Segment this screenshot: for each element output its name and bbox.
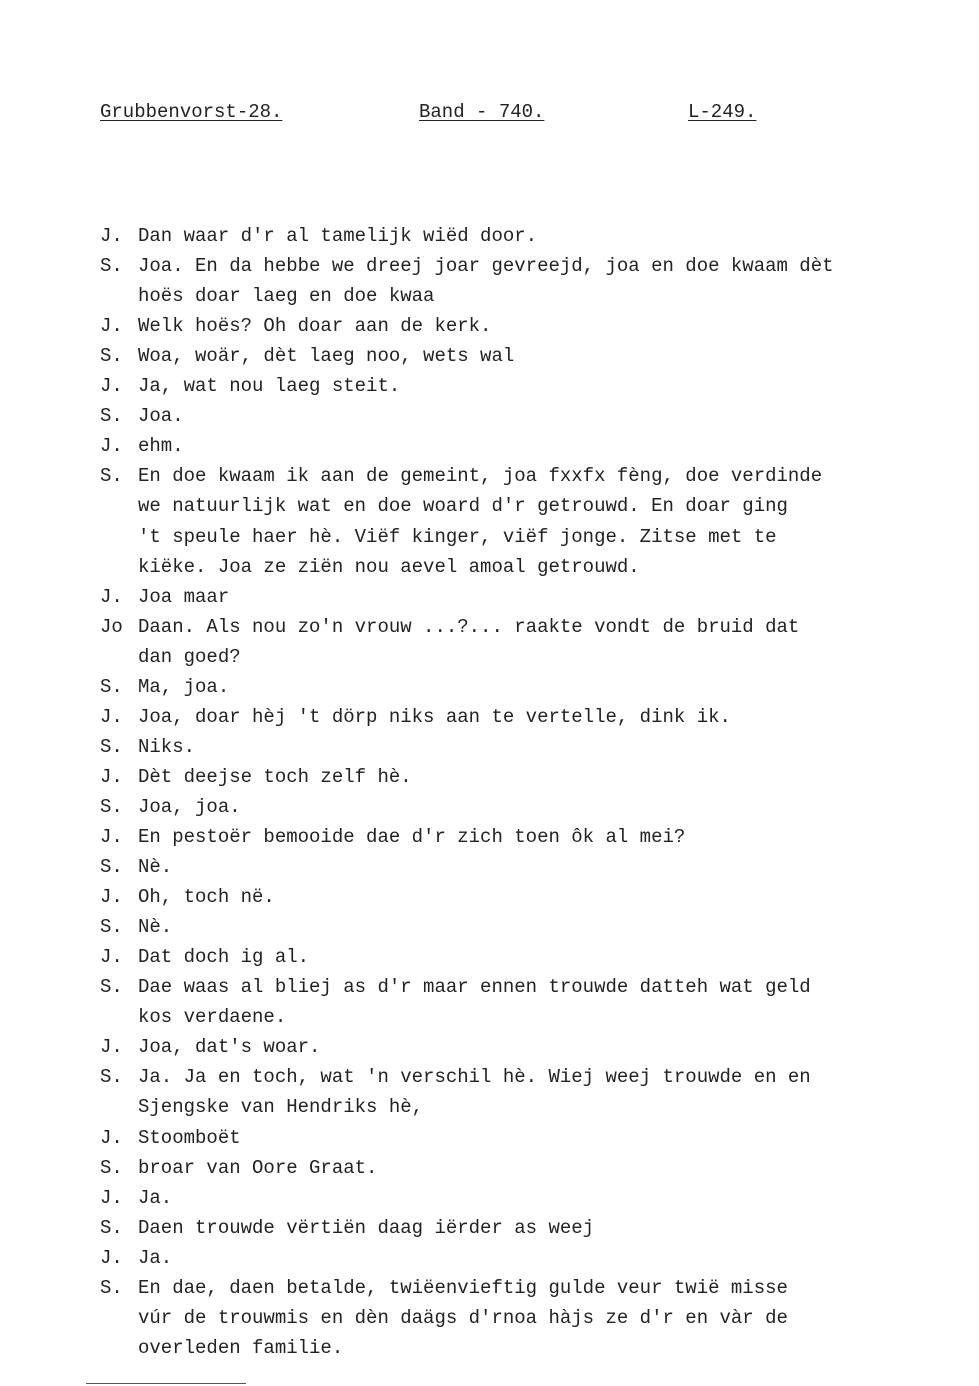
dialogue-continuation-line <box>100 491 788 521</box>
dialogue-line <box>100 672 229 702</box>
speaker-label: S. <box>100 405 123 427</box>
dialogue-text: Niks. <box>138 736 196 758</box>
speaker-label: J. <box>100 886 123 908</box>
dialogue-text: Nè. <box>138 856 173 878</box>
dialogue-text: Joa maar <box>138 586 230 608</box>
speaker-label: J. <box>100 315 123 337</box>
dialogue-line <box>100 341 514 371</box>
speaker-label: S. <box>100 1277 123 1299</box>
dialogue-text: dan goed? <box>138 646 241 668</box>
speaker-label: J. <box>100 586 123 608</box>
speaker-label: S. <box>100 1217 123 1239</box>
dialogue-text: kiëke. Joa ze ziën nou aevel amoal getrouwd. <box>138 556 640 578</box>
dialogue-line <box>100 251 834 281</box>
speaker-label: J. <box>100 946 123 968</box>
dialogue-continuation-line <box>100 281 434 311</box>
header-reference: L-249. <box>688 101 757 123</box>
dialogue-text: Oh, toch në. <box>138 886 275 908</box>
dialogue-text: Dan waar d'r al tamelijk wiëd door. <box>138 225 538 247</box>
speaker-label: S. <box>100 255 123 277</box>
dialogue-line <box>100 401 184 431</box>
dialogue-line <box>100 972 811 1002</box>
dialogue-text: Ja. <box>138 1187 173 1209</box>
dialogue-line <box>100 942 309 972</box>
dialogue-text: Ja. Ja en toch, wat 'n verschil hè. Wiej weej trouwde en en <box>138 1066 811 1088</box>
dialogue-line <box>100 371 400 401</box>
speaker-label: J. <box>100 225 123 247</box>
dialogue-text: kos verdaene. <box>138 1006 287 1028</box>
speaker-label: S. <box>100 345 123 367</box>
dialogue-continuation-line <box>100 1092 423 1122</box>
dialogue-text: Ja, wat nou laeg steit. <box>138 375 401 397</box>
speaker-label: S. <box>100 976 123 998</box>
dialogue-line <box>100 702 731 732</box>
dialogue-text: hoës doar laeg en doe kwaa <box>138 285 435 307</box>
dialogue-line <box>100 1273 788 1303</box>
dialogue-continuation-line <box>100 1002 286 1032</box>
dialogue-line <box>100 612 799 642</box>
dialogue-text: Ma, joa. <box>138 676 230 698</box>
speaker-label: J. <box>100 1036 123 1058</box>
dialogue-text: overleden familie. <box>138 1337 344 1359</box>
speaker-label: S. <box>100 856 123 878</box>
dialogue-continuation-line <box>100 522 777 552</box>
dialogue-line <box>100 1123 241 1153</box>
bottom-rule <box>86 1383 246 1385</box>
dialogue-text: Daen trouwde vërtiën daag iërder as weej <box>138 1217 595 1239</box>
dialogue-continuation-line <box>100 642 241 672</box>
speaker-label: J. <box>100 826 123 848</box>
dialogue-text: Dèt deejse toch zelf hè. <box>138 766 412 788</box>
dialogue-line <box>100 1213 594 1243</box>
dialogue-line <box>100 311 491 341</box>
dialogue-line <box>100 431 184 461</box>
dialogue-text: En doe kwaam ik aan de gemeint, joa fxxfx fèng, doe verdinde <box>138 465 823 487</box>
dialogue-text: Joa, doar hèj 't dörp niks aan te vertelle, dink ik. <box>138 706 731 728</box>
dialogue-text: 't speule haer hè. Viëf kinger, viëf jonge. Zitse met te <box>138 526 777 548</box>
dialogue-text: Joa, joa. <box>138 796 241 818</box>
speaker-label: J. <box>100 706 123 728</box>
dialogue-line <box>100 1032 320 1062</box>
dialogue-text: Daan. Als nou zo'n vrouw ...?... raakte vondt de bruid dat <box>138 616 800 638</box>
dialogue-line <box>100 822 685 852</box>
speaker-label: J. <box>100 1247 123 1269</box>
dialogue-text: Dae waas al bliej as d'r maar ennen trouwde datteh wat geld <box>138 976 811 998</box>
dialogue-line <box>100 1183 172 1213</box>
dialogue-line <box>100 912 172 942</box>
dialogue-line <box>100 792 241 822</box>
dialogue-line <box>100 461 822 491</box>
dialogue-text: Dat doch ig al. <box>138 946 310 968</box>
dialogue-line <box>100 882 275 912</box>
speaker-label: J. <box>100 375 123 397</box>
header-location: Grubbenvorst-28. <box>100 101 283 123</box>
speaker-label: Jo <box>100 616 123 638</box>
speaker-label: J. <box>100 766 123 788</box>
speaker-label: J. <box>100 1187 123 1209</box>
dialogue-text: En dae, daen betalde, twiëenvieftig gulde veur twië misse <box>138 1277 788 1299</box>
dialogue-text: we natuurlijk wat en doe woard d'r getrouwd. En doar ging <box>138 495 788 517</box>
dialogue-text: Joa. <box>138 405 184 427</box>
dialogue-text: ehm. <box>138 435 184 457</box>
speaker-label: S. <box>100 676 123 698</box>
dialogue-text: Stoomboët <box>138 1127 241 1149</box>
dialogue-line <box>100 1153 377 1183</box>
dialogue-continuation-line <box>100 552 640 582</box>
dialogue-line <box>100 1243 172 1273</box>
dialogue-continuation-line <box>100 1303 788 1333</box>
dialogue-line <box>100 1062 811 1092</box>
dialogue-line <box>100 582 229 612</box>
dialogue-text: Welk hoës? Oh doar aan de kerk. <box>138 315 492 337</box>
dialogue-text: Joa, dat's woar. <box>138 1036 321 1058</box>
header-tape-number: Band - 740. <box>419 101 545 123</box>
dialogue-text: Woa, woär, dèt laeg noo, wets wal <box>138 345 515 367</box>
dialogue-continuation-line <box>100 1333 343 1363</box>
dialogue-text: vúr de trouwmis en dèn daägs d'rnoa hàjs ze d'r en vàr de <box>138 1307 788 1329</box>
dialogue-text: Joa. En da hebbe we dreej joar gevreejd, joa en doe kwaam dèt <box>138 255 834 277</box>
speaker-label: J. <box>100 1127 123 1149</box>
dialogue-line <box>100 221 537 251</box>
dialogue-text: Sjengske van Hendriks hè, <box>138 1096 424 1118</box>
speaker-label: S. <box>100 465 123 487</box>
speaker-label: S. <box>100 1157 123 1179</box>
dialogue-text: broar van Oore Graat. <box>138 1157 378 1179</box>
dialogue-text: En pestoër bemooide dae d'r zich toen ôk al mei? <box>138 826 686 848</box>
dialogue-line <box>100 732 195 762</box>
speaker-label: S. <box>100 796 123 818</box>
speaker-label: S. <box>100 1066 123 1088</box>
dialogue-line <box>100 762 412 792</box>
speaker-label: S. <box>100 916 123 938</box>
speaker-label: J. <box>100 435 123 457</box>
speaker-label: S. <box>100 736 123 758</box>
dialogue-text: Nè. <box>138 916 173 938</box>
dialogue-line <box>100 852 172 882</box>
dialogue-text: Ja. <box>138 1247 173 1269</box>
